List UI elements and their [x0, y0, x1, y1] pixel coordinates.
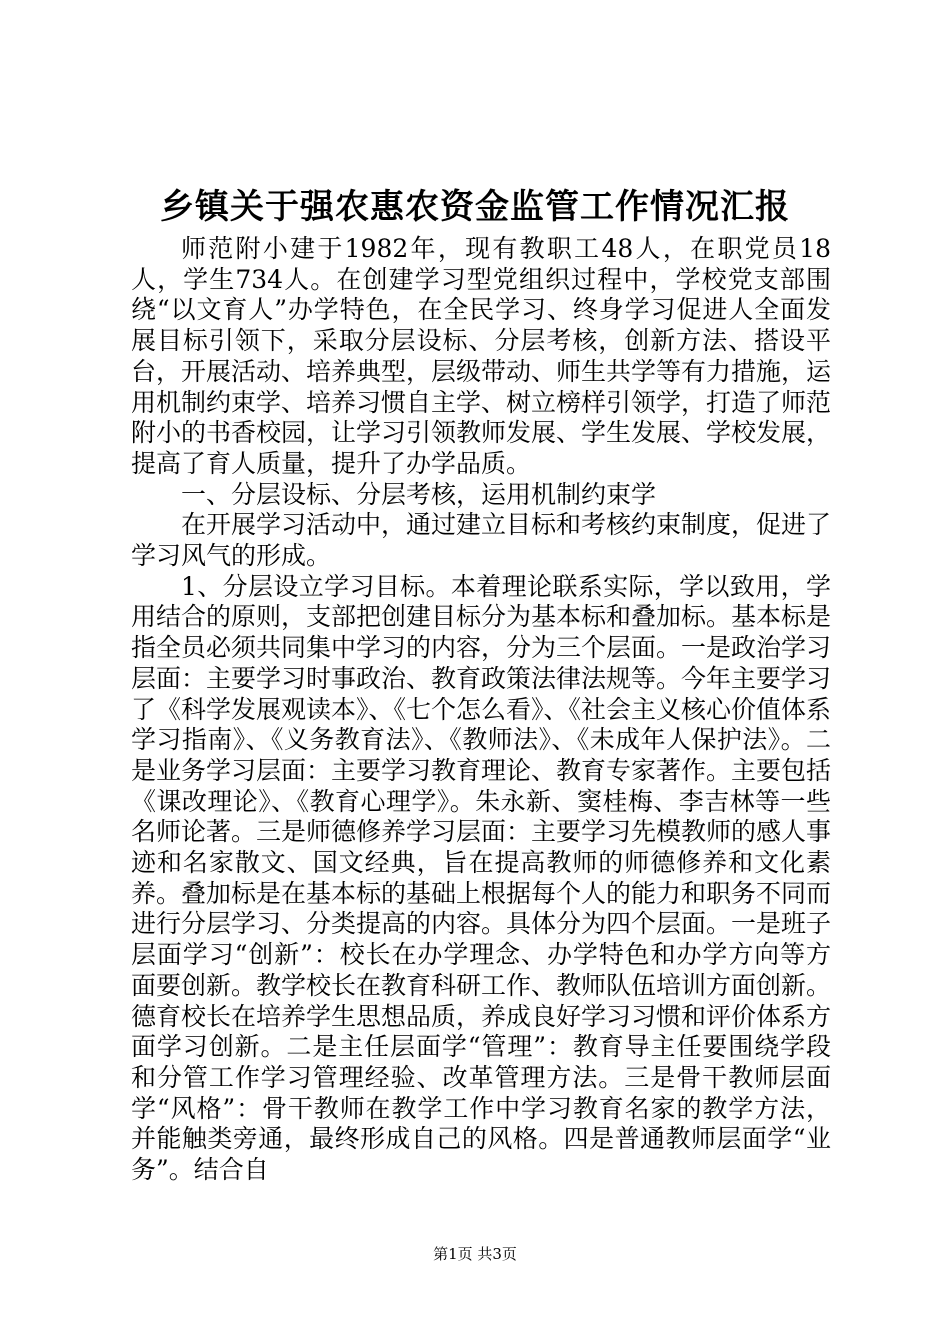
paragraph-item-1: 1、分层设立学习目标。本着理论联系实际，学以致用，学用结合的原则，支部把创建目标分为基本标和叠加标。基本标是指全员必须共同集中学习的内容，分为三个层面。一是政治学习层面：主要学习时事政治、教育政策法律法规等。今年主要学习了《科学发展观读本》、《七个怎么看》、《社会主义核心价值体系学习指南》、《义务教育法》、《教师法》、《未成年人保护法》。二是业务学习层面：主要学习教育理论、教育专家著作。主要包括《课改理论》、《教育心理学》。朱永新、窦桂梅、李吉林等一些名师论著。三是师德修养学习层面：主要学习先模教师的感人事迹和名家散文、国文经典，旨在提高教师的师德修养和文化素养。叠加标是在基本标的基础上根据每个人的能力和职务不同而进行分层学习、分类提高的内容。具体分为四个层面。一是班子层面学习“创新”：校长在办学理念、办学特色和办学方向等方面要创新。教学校长在教育科研工作、教师队伍培训方面创新。德育校长在培养学生思想品质，养成良好学习习惯和评价体系方面学习创新。二是主任层面学“管理”：教育导主任要围绕学段和分管工作学习管理经验、改革管理方法。三是骨干教师层面学“风格”：骨干教师在教学工作中学习教育名家的教学方法，并能触类旁通，最终形成自己的风格。四是普通教师层面学“业务”。结合自: [131, 571, 832, 1185]
document-body: [131, 234, 831, 1186]
section-heading-1: 一、分层设标、分层考核，运用机制约束学: [181, 479, 657, 509]
paragraph-intro: 师范附小建于1982年，现有教职工48人，在职党员18人，学生734人。在创建学习型党组织过程中，学校党支部围绕“以文育人”办学特色，在全民学习、终身学习促进人全面发展目标引领下，采取分层设标、分层考核，创新方法、搭设平台，开展活动、培养典型，层级带动、师生共学等有力措施，运用机制约束学、培养习惯自主学、树立榜样引领学，打造了师范附小的书香校园，让学习引领教师发展、学生发展、学校发展，提高了育人质量，提升了办学品质。: [131, 234, 832, 478]
paragraph-section-1-intro: 在开展学习活动中，通过建立目标和考核约束制度，促进了学习风气的形成。: [131, 510, 832, 571]
page-number-footer: 第1页 共3页: [433, 1245, 517, 1263]
document-title: 乡镇关于强农惠农资金监管工作情况汇报: [160, 187, 790, 227]
